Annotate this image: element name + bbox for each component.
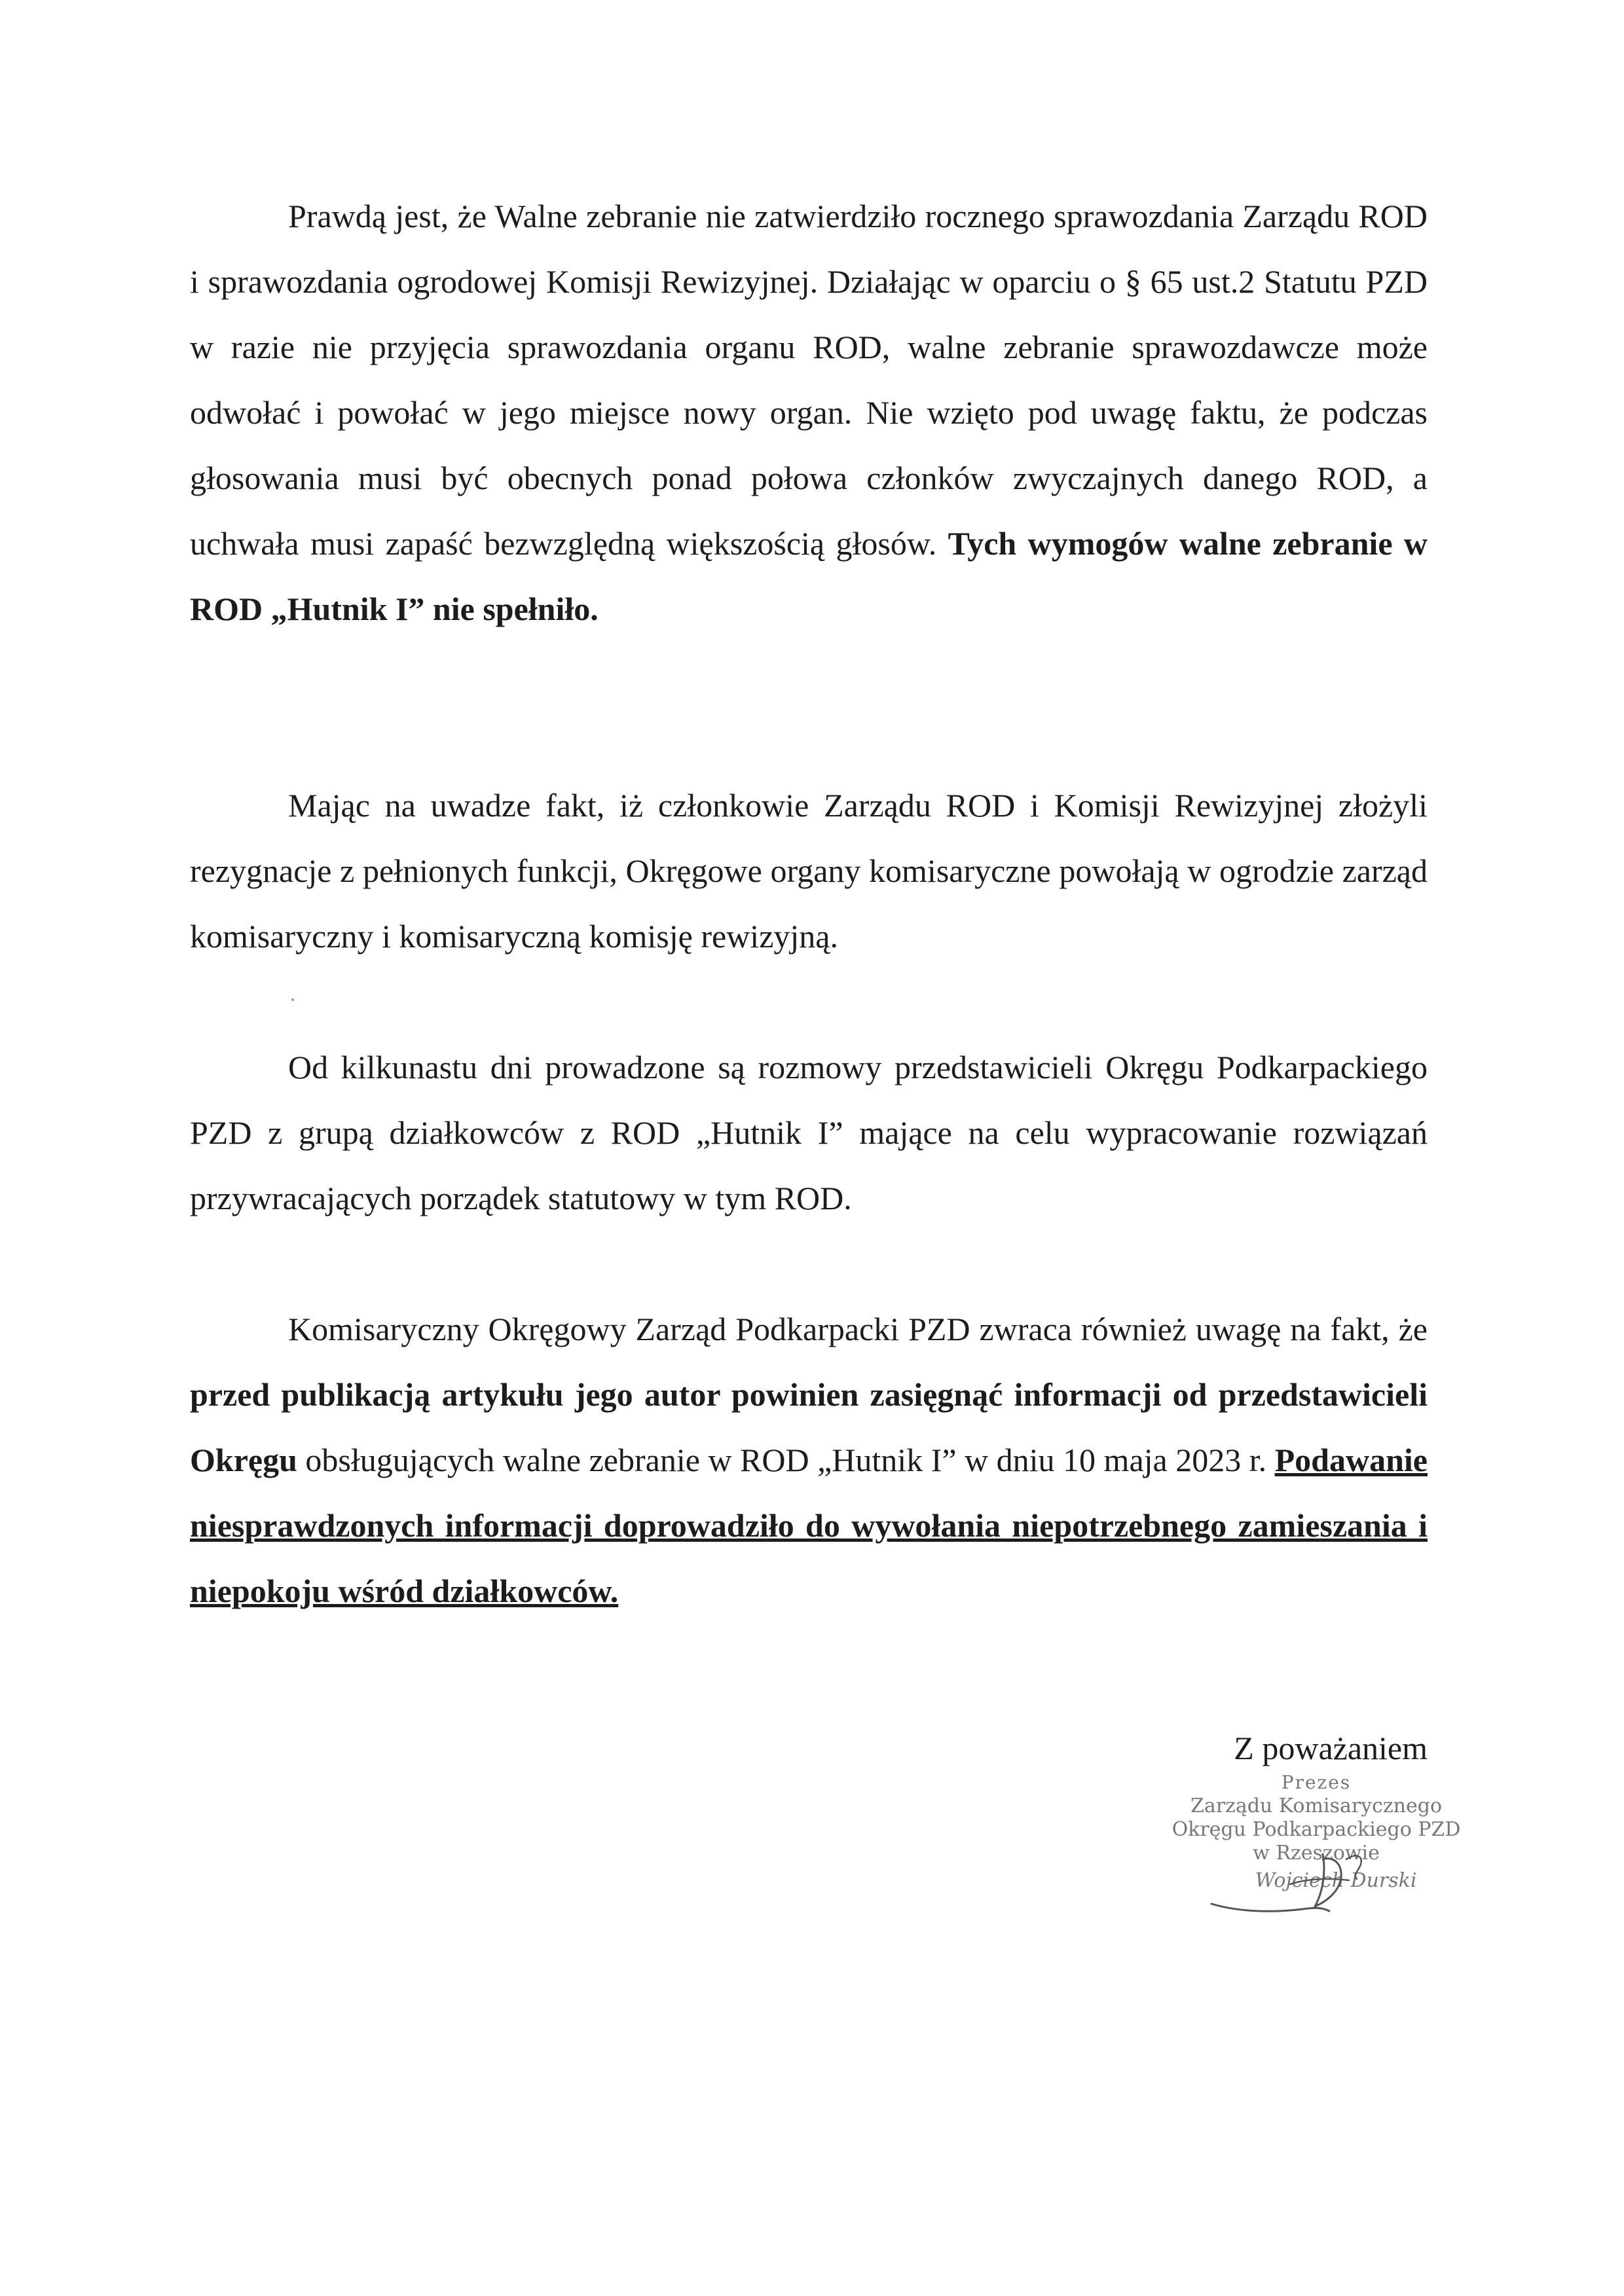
paragraph-bold-text: przed publikacją artykułu jego autor powinien zasięgnąć informacji od przedstawicieli Okręgu xyxy=(190,1376,1428,1478)
paragraph-bold-underlined-text: Podawanie niesprawdzonych informacji doprowadziło do wywołania niepotrzebnego zamieszania i niepokoju wśród działkowców. xyxy=(190,1442,1428,1609)
stamp-line: Okręgu Podkarpackiego PZD xyxy=(1172,1818,1461,1841)
paragraph-publication-remark xyxy=(190,1296,1428,1624)
closing-salutation: Z poważaniem xyxy=(1234,1730,1428,1766)
scan-speck xyxy=(291,998,294,1001)
paragraph-text: Mając na uwadze fakt, iż członkowie Zarządu ROD i Komisji Rewizyjnej złożyli rezygnacje z pełnionych funkcji, Okręgowe organy komisaryczne powołają w ogrodzie zarząd komisaryczny i komisaryczną komisję rewizyjną. xyxy=(190,787,1428,955)
stamp-line: Zarządu Komisarycznego xyxy=(1190,1795,1443,1817)
stamp-line: w Rzeszowie xyxy=(1253,1842,1380,1865)
handwritten-signature xyxy=(1192,1846,1441,1918)
paragraph-talks xyxy=(190,1034,1428,1231)
paragraph-text: Komisaryczny Okręgowy Zarząd Podkarpacki PZD zwraca również uwagę na fakt, że xyxy=(288,1311,1428,1347)
stamp-title: Prezes xyxy=(1281,1772,1352,1793)
paragraph-text: Prawdą jest, że Walne zebranie nie zatwierdziło rocznego sprawozdania Zarządu ROD i sprawozdania ogrodowej Komisji Rewizyjnej. Działając w oparciu o § 65 ust.2 Statutu PZD w razie nie przyjęcia sprawozdania organu ROD, walne zebranie sprawozdawcze może odwołać i powołać w jego miejsce nowy organ. Nie wzięto pod uwagę faktu, że podczas głosowania musi być obecnych ponad połowa członków zwyczajnych danego ROD, a uchwała musi zapaść bezwzględną większością głosów. xyxy=(190,198,1428,562)
paragraph-bold-text: Tych wymogów walne zebranie w ROD „Hutnik I” nie spełniło. xyxy=(190,525,1428,627)
stamp-name: Wojciech Durski xyxy=(1255,1869,1417,1892)
paragraph-text: Od kilkunastu dni prowadzone są rozmowy przedstawicieli Okręgu Podkarpackiego PZD z grupą działkowców z ROD „Hutnik I” mające na celu wypracowanie rozwiązań przywracających porządek statutowy w tym ROD. xyxy=(190,1049,1428,1216)
paragraph-general-meeting xyxy=(190,183,1428,642)
paragraph-resignations xyxy=(190,773,1428,969)
paragraph-text: obsługujących walne zebranie w ROD „Hutnik I” w dniu 10 maja 2023 r. xyxy=(297,1442,1275,1478)
